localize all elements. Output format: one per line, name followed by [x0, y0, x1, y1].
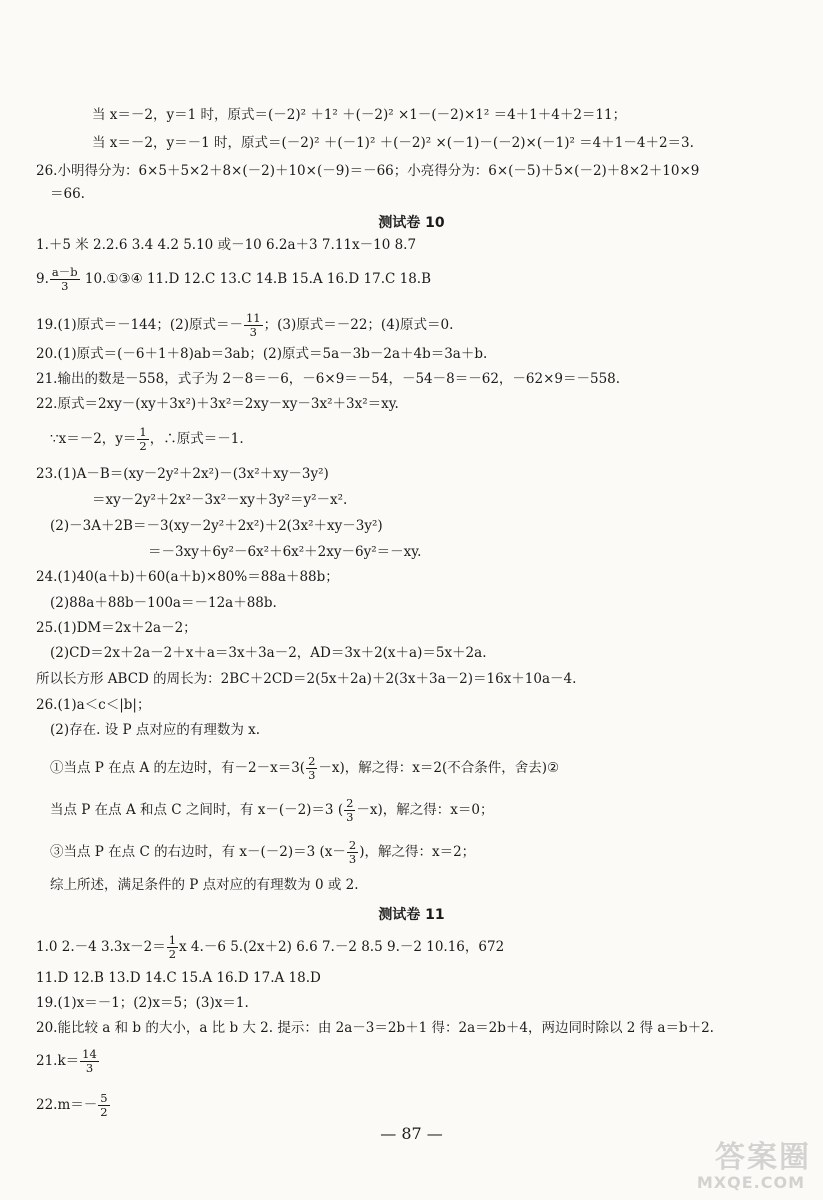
- text-span: －x)，解之得：x＝0；: [356, 802, 494, 818]
- text-span: 1.0 2.－4 3.3x－2＝: [36, 939, 166, 955]
- watermark-text: 答案圈: [715, 1140, 811, 1175]
- fraction: $\frac{14}{3}$: [82, 1047, 97, 1075]
- watermark-logo: [691, 1132, 811, 1192]
- text-line: [36, 266, 431, 293]
- text-line: 20.能比较 a 和 b 的大小，a 比 b 大 2. 提示：由 2a－3＝2b＋1 得：2a＝2b＋4，两边同时除以 2 得 a＝b＋2.: [36, 1020, 714, 1036]
- text-line: [36, 934, 504, 961]
- text-line: 19.(1)x＝－1；(2)x＝5；(3)x＝1.: [36, 995, 249, 1011]
- text-line: 20.(1)原式＝(－6＋1＋8)ab＝3ab；(2)原式＝5a－3b－2a＋4b＝3a＋b.: [36, 346, 488, 362]
- fraction: $\frac{2}{3}$: [348, 838, 357, 866]
- text-line: 24.(1)40(a＋b)＋60(a＋b)×80%＝88a＋88b；: [36, 569, 339, 585]
- text-span: ；(3)原式＝－22；(4)原式＝0.: [263, 317, 454, 333]
- text-line: ＝xy－2y²＋2x²－3x²－xy＋3y²＝y²－x².: [92, 492, 348, 508]
- fraction: $\frac{a-b}{3}$: [51, 265, 78, 293]
- text-line: 26.(1)a＜c＜|b|；: [36, 697, 151, 713]
- section-title-11: 测试卷 11: [378, 907, 445, 923]
- text-span: －x)，解之得：x＝2(不合条件，舍去)②: [318, 760, 560, 776]
- text-line: (2)88a＋88b－100a＝－12a＋88b.: [50, 595, 277, 611]
- section-title-10: 测试卷 10: [378, 215, 445, 231]
- text-span: ①当点 P 在点 A 的左边时，有－2－x＝3(: [50, 760, 306, 776]
- text-line: [50, 839, 475, 866]
- text-line: [50, 797, 494, 824]
- text-line: 当 x＝－2，y＝－1 时，原式＝(－2)² ＋(－1)² ＋(－2)² ×(－1)－(－2)×(－1)² ＝4＋1－4＋2＝3.: [92, 135, 694, 151]
- text-line: 23.(1)A－B＝(xy－2y²＋2x²)－(3x²＋xy－3y²): [36, 466, 329, 482]
- text-line: 21.输出的数是－558，式子为 2－8＝－6，－6×9＝－54，－54－8＝－62，－62×9＝－558.: [36, 371, 621, 387]
- text-line: (2)CD＝2x＋2a－2＋x＋a＝3x＋3a－2，AD＝3x＋2(x＋a)＝5x＋2a.: [50, 645, 487, 661]
- text-line: 26.小明得分为：6×5＋5×2＋8×(－2)＋10×(－9)＝－66；小亮得分为：6×(－5)＋5×(－2)＋8×2＋10×9: [36, 163, 700, 179]
- text-line: ＝66.: [50, 186, 85, 202]
- text-span: )，解之得：x＝2；: [359, 844, 476, 860]
- text-line: 综上所述，满足条件的 P 点对应的有理数为 0 或 2.: [50, 877, 359, 893]
- text-span: 21.k＝: [36, 1053, 80, 1069]
- text-line: (2)存在. 设 P 点对应的有理数为 x.: [50, 722, 261, 738]
- text-line: 当 x＝－2，y＝1 时，原式＝(－2)² ＋1² ＋(－2)² ×1－(－2)×1² ＝4＋1＋4＋2＝11；: [92, 107, 627, 123]
- text-span: 10.①③④ 11.D 12.C 13.C 14.B 15.A 16.D 17.C 18.B: [80, 271, 431, 287]
- fraction: $\frac{1}{2}$: [139, 425, 147, 453]
- text-line: 所以长方形 ABCD 的周长为：2BC＋2CD＝2(5x＋2a)＋2(3x＋3a－2)＝16x＋10a－4.: [36, 671, 577, 687]
- text-line: [36, 1048, 100, 1075]
- text-span: ∵x＝－2，y＝: [50, 431, 137, 447]
- fraction: $\frac{11}{3}$: [245, 311, 261, 339]
- text-line: 22.原式＝2xy－(xy＋3x²)＋3x²＝2xy－xy－3x²＋3x²＝xy.: [36, 396, 399, 412]
- text-span: x 4.－6 5.(2x＋2) 6.6 7.－2 8.5 9.－2 10.16，672: [179, 939, 505, 955]
- text-line: [36, 312, 453, 339]
- text-line: [36, 1092, 111, 1119]
- text-span: ，∴原式＝－1.: [149, 431, 244, 447]
- text-line: (2)－3A＋2B＝－3(xy－2y²＋2x²)＋2(3x²＋xy－3y²): [50, 518, 383, 534]
- text-span: 22.m＝－: [36, 1097, 98, 1113]
- text-line: [50, 755, 559, 782]
- text-line: ＝－3xy＋6y²－6x²＋6x²＋2xy－6y²＝－xy.: [148, 544, 422, 560]
- text-line: 11.D 12.B 13.D 14.C 15.A 16.D 17.A 18.D: [36, 970, 321, 986]
- fraction: $\frac{5}{2}$: [100, 1091, 108, 1119]
- fraction: $\frac{2}{3}$: [308, 754, 316, 782]
- text-span: 当点 P 在点 A 和点 C 之间时，有 x－(－2)＝3 (: [50, 802, 344, 818]
- fraction: $\frac{1}{2}$: [168, 933, 177, 961]
- fraction: $\frac{2}{3}$: [346, 796, 354, 824]
- page-number: — 87 —: [380, 1124, 443, 1143]
- text-span: 9.: [36, 271, 49, 287]
- text-line: [50, 426, 244, 453]
- watermark-url: MXQE.COM: [696, 1173, 805, 1192]
- text-line: 25.(1)DM＝2x＋2a－2；: [36, 620, 197, 636]
- text-span: 19.(1)原式＝－144；(2)原式＝－: [36, 317, 243, 333]
- text-span: ③当点 P 在点 C 的右边时，有 x－(－2)＝3 (x－: [50, 844, 346, 860]
- text-line: 1.＋5 米 2.2.6 3.4 4.2 5.10 或－10 6.2a＋3 7.11x－10 8.7: [36, 237, 417, 253]
